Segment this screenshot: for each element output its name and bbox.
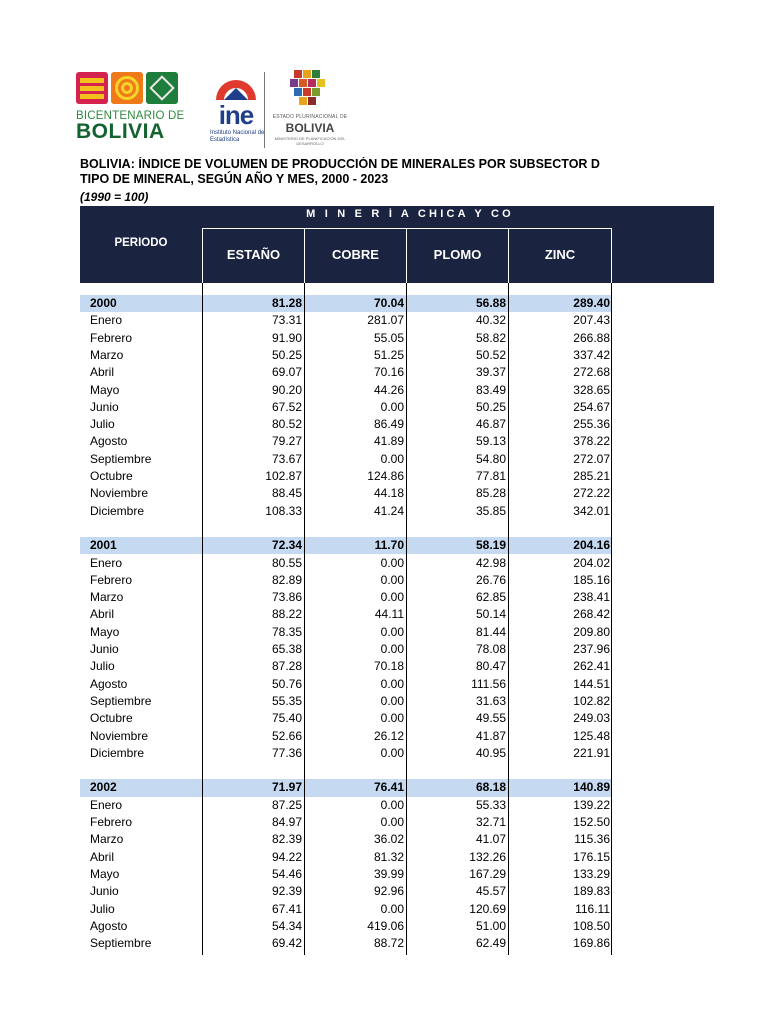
zinc-cell: 238.41 [573,590,610,605]
estano-cell: 102.87 [265,469,302,483]
title-line-2: TIPO DE MINERAL, SEGÚN AÑO Y MES, 2000 - 2023 [80,172,389,186]
cobre-cell: 39.99 [373,866,404,881]
period-cell: Febrero [90,815,133,829]
table-row [80,624,612,641]
zinc-cell: 221.91 [573,745,610,760]
table-row [80,347,612,364]
plomo-cell: 26.76 [475,572,506,587]
period-cell: Febrero [90,572,133,587]
zinc-cell: 102.82 [573,693,610,708]
zinc-cell: 176.15 [573,849,610,864]
estano-cell: 54.46 [271,866,302,881]
table-row [80,589,612,606]
estano-cell: 65.38 [271,642,302,656]
period-cell: Julio [90,417,115,432]
plomo-cell: 55.33 [475,797,506,812]
zinc-cell: 237.96 [573,642,610,656]
period-cell: Enero [90,313,123,328]
estano-cell: 82.39 [271,832,302,847]
data-table [80,283,612,955]
zinc-cell: 328.65 [573,382,610,397]
period-cell: Abril [90,607,115,622]
cobre-cell: 11.70 [374,538,404,553]
period-cell: Junio [90,399,119,414]
column-header-plomo: PLOMO [406,228,509,283]
period-cell: 2000 [90,296,117,310]
estano-cell: 55.35 [271,693,302,708]
ine-subtitle: Instituto Nacional de Estadística [210,130,265,143]
table-row [80,745,612,762]
zinc-cell: 185.16 [573,572,610,587]
plomo-cell: 78.08 [475,642,506,656]
base-year-note: (1990 = 100) [80,190,149,204]
cobre-cell: 0.00 [380,451,404,466]
plomo-cell: 77.81 [475,469,506,483]
ministerio-text: MINISTERIO DE PLANIFICACIÓN DEL DESARROLLO [274,136,346,146]
cobre-cell: 419.06 [367,918,404,933]
bicentenario-diamond-icon [146,72,178,104]
plomo-cell: 58.19 [475,538,506,553]
plomo-cell: 54.80 [475,451,506,466]
cobre-cell: 88.72 [373,936,404,951]
table-row [80,606,612,623]
period-cell: Agosto [90,918,128,933]
period-cell: Diciembre [90,503,145,518]
cobre-cell: 0.00 [380,797,404,812]
estado-text: ESTADO PLURINACIONAL DE [272,114,348,120]
table-row [80,831,612,848]
period-cell: Agosto [90,434,128,449]
period-cell: Noviembre [90,728,149,743]
estano-cell: 80.55 [271,555,302,570]
estano-cell: 80.52 [271,417,302,432]
table-row [80,676,612,693]
cobre-cell: 0.00 [380,399,404,414]
zinc-cell: 272.68 [573,365,610,380]
table-row [80,693,612,710]
period-cell: 2001 [90,538,117,553]
cobre-cell: 0.00 [380,901,404,916]
table-row [80,935,612,952]
estano-cell: 77.36 [271,745,302,760]
estado-plurinacional-logo [272,68,348,150]
plomo-cell: 51.00 [475,918,506,933]
table-row [80,849,612,866]
period-cell: Febrero [90,330,133,345]
plomo-cell: 83.49 [475,382,506,397]
plomo-cell: 45.57 [475,884,506,899]
ine-arc-icon [210,68,262,104]
table-row [80,658,612,675]
table-row [80,433,612,450]
cobre-cell: 0.00 [380,572,404,587]
column-divider [508,283,509,955]
table-row [80,797,612,814]
column-divider [202,283,203,955]
estano-cell: 94.22 [271,849,302,864]
estano-cell: 50.25 [271,347,302,362]
plomo-cell: 167.29 [469,866,506,881]
cobre-cell: 0.00 [380,815,404,829]
period-cell: Marzo [90,590,124,605]
cobre-cell: 44.26 [373,382,404,397]
zinc-cell: 337.42 [573,347,610,362]
zinc-cell: 268.42 [573,607,610,622]
estano-cell: 73.31 [271,313,302,328]
estano-cell: 73.86 [271,590,302,605]
estano-cell: 75.40 [271,711,302,726]
period-cell: Mayo [90,382,120,397]
period-cell: Marzo [90,832,124,847]
column-header-cobre: COBRE [304,228,407,283]
estano-cell: 67.52 [271,399,302,414]
period-cell: Mayo [90,624,120,639]
column-divider [611,283,612,955]
zinc-cell: 207.43 [573,313,610,328]
periodo-header: PERIODO [114,237,168,249]
cobre-cell: 0.00 [380,676,404,691]
cobre-cell: 36.02 [373,832,404,847]
table-row [80,710,612,727]
plomo-cell: 85.28 [475,486,506,501]
table-row [80,364,612,381]
plomo-cell: 50.14 [475,607,506,622]
column-divider [406,283,407,955]
year-row [80,537,612,554]
period-cell: Mayo [90,866,120,881]
zinc-cell: 125.48 [573,728,610,743]
column-header-zinc: ZINC [508,228,612,283]
table-row [80,468,612,485]
table-row [80,866,612,883]
title-line-1: BOLIVIA: ÍNDICE DE VOLUMEN DE PRODUCCIÓN DE MINERALES POR SUBSECTOR D [80,157,600,171]
plomo-cell: 41.07 [475,832,506,847]
column-group-label: M I N E R Í A CHICA Y CO [306,208,514,220]
estano-cell: 88.45 [271,486,302,501]
period-cell: Septiembre [90,693,152,708]
period-cell: Junio [90,642,119,656]
plomo-cell: 62.85 [475,590,506,605]
zinc-cell: 204.02 [573,555,610,570]
zinc-cell: 262.41 [573,659,610,674]
plomo-cell: 32.71 [475,815,506,829]
cobre-cell: 26.12 [373,728,404,743]
table-row [80,312,612,329]
zinc-cell: 115.36 [574,832,610,847]
cobre-cell: 51.25 [373,347,404,362]
column-header-estano: ESTAÑO [202,228,305,283]
table-row [80,555,612,572]
zinc-cell: 378.22 [573,434,610,449]
estano-cell: 87.25 [271,797,302,812]
plomo-cell: 40.95 [475,745,506,760]
zinc-cell: 169.86 [573,936,610,951]
year-row [80,295,612,312]
cobre-cell: 0.00 [380,642,404,656]
cobre-cell: 76.41 [373,780,404,795]
period-cell: Octubre [90,711,133,726]
estano-cell: 88.22 [271,607,302,622]
plomo-cell: 120.69 [469,901,506,916]
plomo-cell: 81.44 [475,624,506,639]
ine-wordmark: ine [218,100,254,130]
estano-cell: 72.34 [271,538,302,553]
period-cell: Octubre [90,469,133,483]
table-row [80,728,612,745]
table-row [80,485,612,502]
plomo-cell: 42.98 [475,555,506,570]
plomo-cell: 31.63 [475,693,506,708]
zinc-cell: 144.51 [573,676,610,691]
estano-cell: 84.97 [271,815,302,829]
plomo-cell: 40.32 [475,313,506,328]
estano-cell: 78.35 [271,624,302,639]
bolivia-text: BOLIVIA [76,120,165,143]
zinc-cell: 266.88 [573,330,610,345]
estano-cell: 73.67 [271,451,302,466]
bicentenario-pattern-icon [76,72,108,104]
estano-cell: 69.07 [271,365,302,380]
plomo-cell: 35.85 [475,503,506,518]
cobre-cell: 41.89 [373,434,404,449]
bicentenario-text: BICENTENARIO DE [76,110,185,122]
cobre-cell: 0.00 [380,745,404,760]
logo-bar [76,68,346,150]
table-row [80,572,612,589]
estano-cell: 79.27 [271,434,302,449]
plomo-cell: 132.26 [469,849,506,864]
table-row [80,901,612,918]
cobre-cell: 0.00 [380,693,404,708]
estano-cell: 82.89 [271,572,302,587]
cobre-cell: 0.00 [380,590,404,605]
cobre-cell: 70.18 [373,659,404,674]
estano-cell: 54.34 [271,918,302,933]
cobre-cell: 70.04 [373,296,404,310]
zinc-cell: 139.22 [573,797,610,812]
cobre-cell: 81.32 [373,849,404,864]
table-row [80,451,612,468]
zinc-cell: 342.01 [573,503,610,518]
cobre-cell: 70.16 [373,365,404,380]
zinc-cell: 140.89 [573,780,610,795]
period-cell: Julio [90,659,115,674]
estano-cell: 69.42 [271,936,302,951]
period-cell: Marzo [90,347,124,362]
zinc-cell: 272.22 [573,486,610,501]
estado-bolivia-text: BOLIVIA [285,121,335,135]
plomo-cell: 46.87 [475,417,506,432]
plomo-cell: 50.52 [475,347,506,362]
period-cell: Junio [90,884,119,899]
period-cell: Enero [90,797,123,812]
estano-cell: 92.39 [271,884,302,899]
estano-cell: 91.90 [271,330,302,345]
period-cell: Noviembre [90,486,149,501]
cobre-cell: 44.18 [373,486,404,501]
period-cell: Julio [90,901,115,916]
plomo-cell: 56.88 [475,296,506,310]
table-row [80,330,612,347]
table-title [80,157,620,187]
ine-logo [210,68,265,150]
plomo-cell: 58.82 [475,330,506,345]
plomo-cell: 50.25 [475,399,506,414]
plomo-cell: 49.55 [475,711,506,726]
period-cell: Septiembre [90,451,152,466]
zinc-cell: 289.40 [573,296,610,310]
bicentenario-spiral-icon [111,72,143,104]
zinc-cell: 133.29 [573,866,610,881]
zinc-cell: 108.50 [573,918,610,933]
cobre-cell: 55.05 [373,330,404,345]
year-row [80,779,612,796]
column-divider [304,283,305,955]
zinc-cell: 272.07 [573,451,610,466]
period-cell: Diciembre [90,745,145,760]
period-cell: 2002 [90,780,117,795]
period-cell: Enero [90,555,123,570]
estano-cell: 81.28 [271,296,302,310]
cobre-cell: 86.49 [373,417,404,432]
estado-emblem-icon [272,68,348,114]
period-cell: Agosto [90,676,128,691]
table-row [80,814,612,831]
estano-cell: 87.28 [271,659,302,674]
zinc-cell: 116.11 [575,901,610,916]
period-cell: Abril [90,849,115,864]
zinc-cell: 189.83 [573,884,610,899]
zinc-cell: 204.16 [573,538,610,553]
cobre-cell: 0.00 [380,624,404,639]
cobre-cell: 92.96 [373,884,404,899]
estano-cell: 52.66 [271,728,302,743]
estano-cell: 90.20 [271,382,302,397]
zinc-cell: 209.80 [573,624,610,639]
plomo-cell: 62.49 [475,936,506,951]
cobre-cell: 44.11 [374,607,404,622]
period-cell: Septiembre [90,936,152,951]
logo-divider [264,72,265,148]
table-row [80,883,612,900]
plomo-cell: 68.18 [475,780,506,795]
zinc-cell: 152.50 [573,815,610,829]
table-row [80,382,612,399]
period-cell: Abril [90,365,115,380]
plomo-cell: 59.13 [475,434,506,449]
cobre-cell: 124.86 [367,469,404,483]
bicentenario-logo [76,72,186,148]
estano-cell: 50.76 [271,676,302,691]
estano-cell: 71.97 [271,780,302,795]
zinc-cell: 254.67 [573,399,610,414]
zinc-cell: 285.21 [573,469,610,483]
cobre-cell: 0.00 [380,555,404,570]
plomo-cell: 80.47 [475,659,506,674]
zinc-cell: 249.03 [573,711,610,726]
cobre-cell: 281.07 [367,313,404,328]
cobre-cell: 0.00 [380,711,404,726]
plomo-cell: 41.87 [475,728,506,743]
estano-cell: 108.33 [265,503,302,518]
plomo-cell: 111.56 [471,676,506,691]
estano-cell: 67.41 [271,901,302,916]
table-row [80,918,612,935]
zinc-cell: 255.36 [573,417,610,432]
table-row [80,503,612,520]
table-row [80,641,612,658]
table-row [80,399,612,416]
cobre-cell: 41.24 [373,503,404,518]
table-row [80,416,612,433]
plomo-cell: 39.37 [475,365,506,380]
